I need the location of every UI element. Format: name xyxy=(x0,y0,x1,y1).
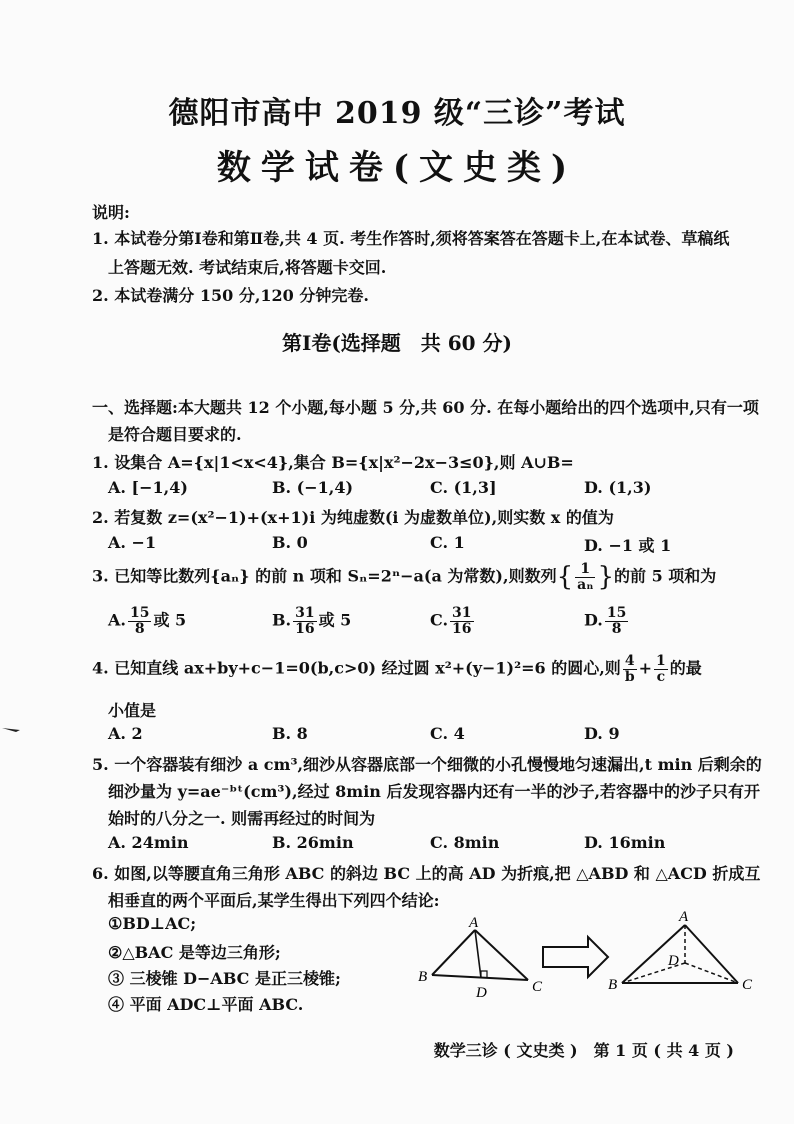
q6-conclusion-4: ④ 平面 ADC⊥平面 ABC. xyxy=(108,995,304,1014)
question-4-stem: 4. 已知直线 ax+by+c−1=0(b,c>0) 经过圆 x²+(y−1)²=6 的圆心,则 $\frac{4}{b}$ + $\frac{1}{c}$ 的最 xyxy=(92,653,702,685)
q3-option-a: A. $\frac{15}{8}$ 或 5 xyxy=(108,605,187,637)
q3-option-c: C. $\frac{31}{16}$ xyxy=(430,605,472,637)
flat-label-b: B xyxy=(418,969,428,985)
question-5-line-1: 5. 一个容器装有细沙 a cm³,细沙从容器底部一个细微的小孔慢慢地匀速漏出,t min 后剩余的 xyxy=(92,755,762,774)
question-1-stem: 1. 设集合 A={x|1<x<4},集合 B={x|x²−2x−3≤0},则 A∪B= xyxy=(92,453,574,472)
flat-triangle-figure xyxy=(418,915,543,1001)
q6-figure xyxy=(410,905,770,1015)
q4-option-c: C. 4 xyxy=(430,724,465,743)
question-6-line-2: 相垂直的两个平面后,某学生得出下列四个结论: xyxy=(108,891,440,910)
instruction-line-1: 1. 本试卷分第Ⅰ卷和第Ⅱ卷,共 4 页. 考生作答时,须将答案答在答题卡上,在本试卷、草稿纸 xyxy=(92,229,730,248)
page-footer: 数学三诊 ( 文史类 ) 第 1 页 ( 共 4 页 ) xyxy=(433,1041,734,1060)
q2-option-a: A. −1 xyxy=(108,533,157,552)
q5-option-b: B. 26min xyxy=(272,833,354,852)
q6-conclusion-3: ③ 三棱锥 D−ABC 是正三棱锥; xyxy=(108,969,341,988)
instructions-label: 说明: xyxy=(92,203,130,222)
q4-fraction-2: $\frac{1}{c}$ xyxy=(656,653,666,685)
part1-intro-line-2: 是符合题目要求的. xyxy=(108,425,242,444)
question-6-line-1: 6. 如图,以等腰直角三角形 ABC 的斜边 BC 上的高 AD 为折痕,把 △ABD 和 △ACD 折成互 xyxy=(92,864,761,883)
scan-mark-decoration xyxy=(2,726,22,732)
part1-intro-line-1: 一、选择题:本大题共 12 个小题,每小题 5 分,共 60 分. 在每小题给出的四个选项中,只有一项 xyxy=(92,398,759,417)
fold-arrow-icon xyxy=(543,937,608,977)
q1-option-d: D. (1,3) xyxy=(584,478,652,497)
instruction-line-2: 上答题无效. 考试结束后,将答题卡交回. xyxy=(108,258,387,277)
section-title: 第Ⅰ卷(选择题 共 60 分) xyxy=(281,331,513,355)
q1-option-a: A. [−1,4) xyxy=(108,478,188,497)
q2-option-b: B. 0 xyxy=(272,533,308,552)
q2-option-d: D. −1 或 1 xyxy=(584,536,672,555)
question-4-stem-cont: 小值是 xyxy=(108,701,157,720)
q3-stem-part-a: 3. 已知等比数列{aₙ} 的前 n 项和 Sₙ=2ⁿ−a(a 为常数),则数列 xyxy=(92,566,557,586)
question-5-line-3: 始时的八分之一. 则需再经过的时间为 xyxy=(108,809,376,828)
folded-label-b: B xyxy=(608,977,618,993)
q4-option-d: D. 9 xyxy=(584,724,620,743)
q3-stem-part-b: 的前 5 项和为 xyxy=(614,566,717,586)
folded-label-c: C xyxy=(742,977,753,993)
folded-pyramid-figure xyxy=(608,909,753,993)
q3-option-d: D. $\frac{15}{8}$ xyxy=(584,605,627,637)
exam-title: 德阳市高中 2019 级“三诊”考试 xyxy=(168,96,626,131)
question-3-stem: 3. 已知等比数列{aₙ} 的前 n 项和 Sₙ=2ⁿ−a(a 为常数),则数列{ $\frac{1}{\text{aₙ}}$ }的前 5 项和为 xyxy=(92,561,717,593)
q4-option-b: B. 8 xyxy=(272,724,308,743)
flat-label-a: A xyxy=(469,915,479,931)
q6-conclusion-2: ②△BAC 是等边三角形; xyxy=(108,943,281,962)
instruction-line-3: 2. 本试卷满分 150 分,120 分钟完卷. xyxy=(92,286,369,305)
flat-label-c: C xyxy=(532,979,543,995)
folded-label-a: A xyxy=(679,909,689,925)
q4-fraction-1: $\frac{4}{b}$ xyxy=(624,653,635,685)
q1-option-c: C. (1,3] xyxy=(430,478,497,497)
q3-sequence-fraction: $\frac{1}{\text{aₙ}}$ xyxy=(577,561,594,593)
q4-option-a: A. 2 xyxy=(108,724,143,743)
question-2-stem: 2. 若复数 z=(x²−1)+(x+1)i 为纯虚数(i 为虚数单位),则实数 x 的值为 xyxy=(92,508,614,527)
q1-option-b: B. (−1,4) xyxy=(272,478,354,497)
q6-conclusion-1: ①BD⊥AC; xyxy=(108,914,197,933)
flat-label-d: D xyxy=(476,985,487,1001)
q2-option-c: C. 1 xyxy=(430,533,465,552)
exam-subtitle: 数学试卷(文史类) xyxy=(216,148,578,188)
q5-option-c: C. 8min xyxy=(430,833,500,852)
q5-option-d: D. 16min xyxy=(584,833,666,852)
question-5-line-2: 细沙量为 y=ae⁻ᵇᵗ(cm³),经过 8min 后发现容器内还有一半的沙子,若容器中的沙子只有开 xyxy=(108,782,761,801)
folded-label-d: D xyxy=(668,953,679,969)
q3-option-b: B. $\frac{31}{16}$ 或 5 xyxy=(272,605,352,637)
q5-option-a: A. 24min xyxy=(108,833,189,852)
